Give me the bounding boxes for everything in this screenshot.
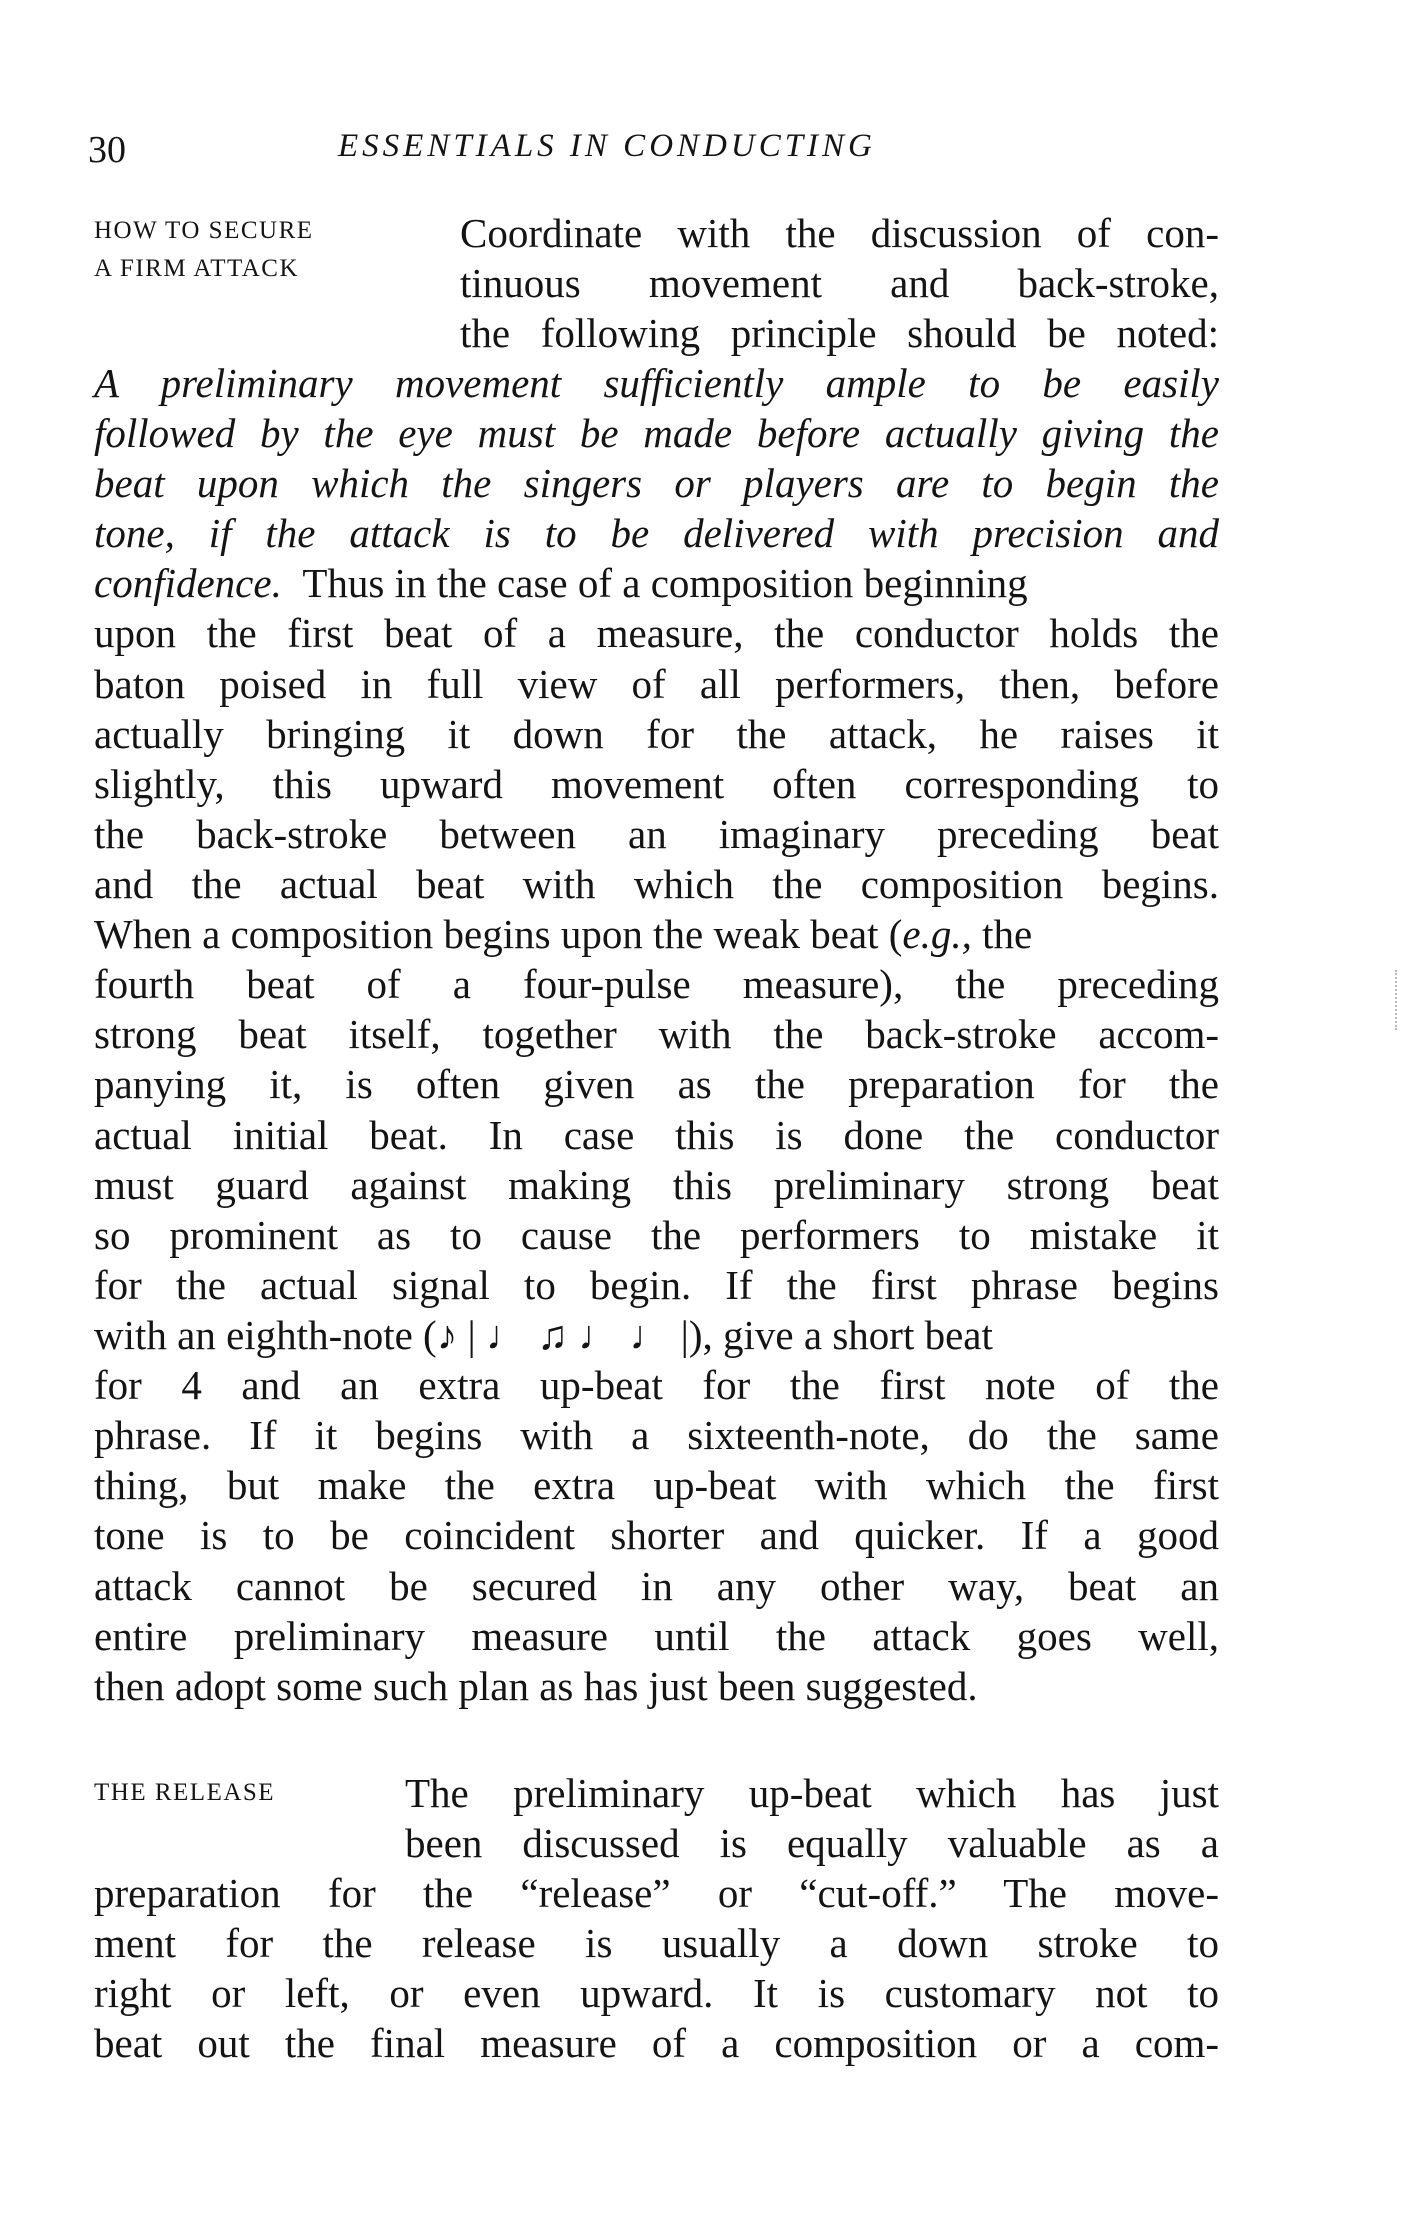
italic-run: e.g., xyxy=(902,911,972,957)
text-line: must guard against making this preliminary strong beat xyxy=(94,1162,1219,1208)
italic-run: confidence. xyxy=(94,560,282,606)
text-line: the following principle should be noted: xyxy=(460,310,1219,356)
text-line: been discussed is equally valuable as a xyxy=(405,1820,1219,1866)
italic-text-line: beat upon which the singers or players are to begin the xyxy=(94,460,1219,506)
text-line: tinuous movement and back-stroke, xyxy=(460,260,1219,306)
text-line: for 4 and an extra up-beat for the first note of the xyxy=(94,1362,1219,1408)
text-run: the xyxy=(971,911,1033,957)
text-line: slightly, this upward movement often corresponding to xyxy=(94,761,1219,807)
text-line: beat out the final measure of a composition or a com- xyxy=(94,2020,1219,2066)
italic-text-line: tone, if the attack is to be delivered with precision and xyxy=(94,510,1219,556)
text-line: and the actual beat with which the composition begins. xyxy=(94,861,1219,907)
music-notation-icon: ♪ | ♩ ♫ ♩ ♩ | xyxy=(436,1312,689,1358)
text-line: Coordinate with the discussion of con- xyxy=(460,210,1219,256)
text-line: upon the first beat of a measure, the conductor holds the xyxy=(94,610,1219,656)
text-line: the back-stroke between an imaginary preceding beat xyxy=(94,811,1219,857)
italic-text-line: followed by the eye must be made before actually giving the xyxy=(94,410,1219,456)
text-run: Thus in the case of a composition beginning xyxy=(302,560,1028,606)
italic-text-line: A preliminary movement sufficiently ample to be easily xyxy=(94,360,1219,406)
text-line: tone is to be coincident shorter and quicker. If a good xyxy=(94,1512,1219,1558)
text-line: actually bringing it down for the attack, he raises it xyxy=(94,711,1219,757)
text-line xyxy=(94,558,1219,608)
text-line: then adopt some such plan as has just been suggested. xyxy=(94,1663,978,1709)
text-line: fourth beat of a four-pulse measure), the preceding xyxy=(94,961,1219,1007)
text-line: so prominent as to cause the performers to mistake it xyxy=(94,1212,1219,1258)
text-line: panying it, is often given as the preparation for the xyxy=(94,1061,1219,1107)
text-line: actual initial beat. In case this is done the conductor xyxy=(94,1112,1219,1158)
side-heading-line: THE RELEASE xyxy=(94,1779,276,1806)
scan-artifact xyxy=(1395,970,1399,1030)
text-line xyxy=(94,1310,1219,1360)
text-line: ment for the release is usually a down stroke to xyxy=(94,1920,1219,1966)
text-line: attack cannot be secured in any other way, beat an xyxy=(94,1563,1219,1609)
text-line: strong beat itself, together with the back-stroke accom- xyxy=(94,1011,1219,1057)
page-number: 30 xyxy=(88,129,126,171)
running-head: ESSENTIALS IN CONDUCTING xyxy=(338,128,876,164)
text-run: When a composition begins upon the weak beat ( xyxy=(94,911,903,957)
text-line xyxy=(94,909,1219,959)
text-line: preparation for the “release” or “cut-off.” The move- xyxy=(94,1870,1219,1916)
side-heading-line: HOW TO SECURE xyxy=(94,217,314,244)
text-line: phrase. If it begins with a sixteenth-note, do the same xyxy=(94,1412,1219,1458)
side-heading-line: A FIRM ATTACK xyxy=(94,255,300,282)
text-line: entire preliminary measure until the attack goes well, xyxy=(94,1613,1219,1659)
page-header xyxy=(88,128,1218,180)
text-line: for the actual signal to begin. If the first phrase begins xyxy=(94,1262,1219,1308)
text-run: with an eighth-note ( xyxy=(94,1312,437,1358)
text-run: ), give a short beat xyxy=(688,1312,993,1358)
text-line: The preliminary up-beat which has just xyxy=(405,1770,1219,1816)
text-line: thing, but make the extra up-beat with which the first xyxy=(94,1462,1219,1508)
text-line: baton poised in full view of all performers, then, before xyxy=(94,661,1219,707)
text-line: right or left, or even upward. It is customary not to xyxy=(94,1970,1219,2016)
